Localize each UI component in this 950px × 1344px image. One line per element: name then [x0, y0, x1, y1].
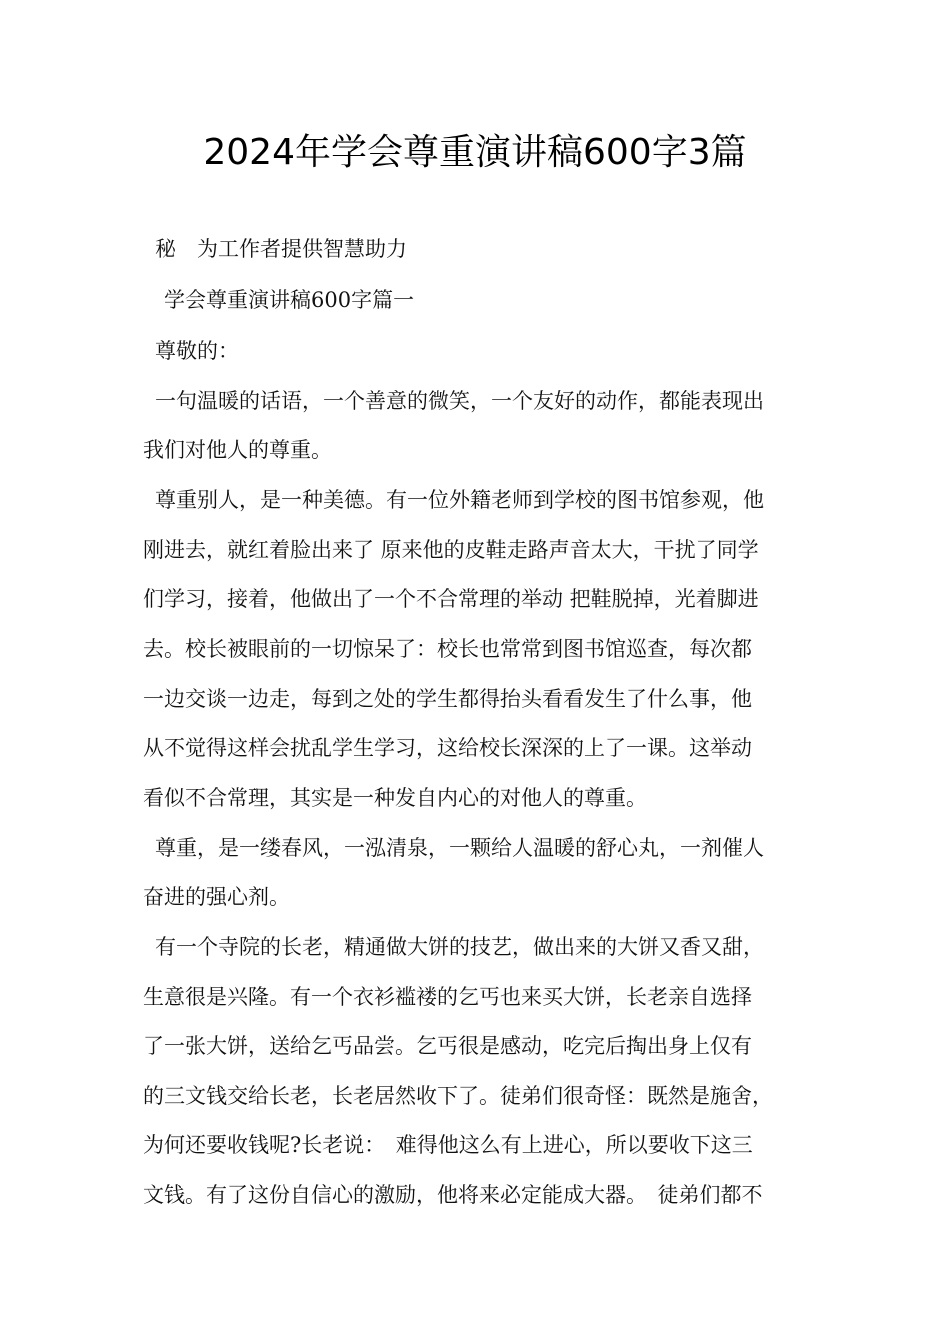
paragraph-line: 一边交谈一边走，每到之处的学生都得抬头看看发生了什么事，他	[143, 687, 752, 711]
paragraph-line: 尊重别人，是一种美德。有一位外籍老师到学校的图书馆参观，他	[155, 488, 764, 512]
paragraph-line: 们学习，接着，他做出了一个不合常理的举动 把鞋脱掉，光着脚进	[143, 587, 759, 611]
paragraph-line: 奋进的强心剂。	[143, 885, 290, 909]
paragraph-line: 文钱。有了这份自信心的激励，他将来必定能成大器。 徒弟们都不	[143, 1183, 763, 1207]
paragraph-line: 有一个寺院的长老，精通做大饼的技艺，做出来的大饼又香又甜，	[155, 935, 764, 959]
paragraph-line: 一句温暖的话语，一个善意的微笑，一个友好的动作，都能表现出	[155, 389, 764, 413]
paragraph-line: 去。校长被眼前的一切惊呆了：校长也常常到图书馆巡查，每次都	[143, 637, 752, 661]
section-heading: 学会尊重演讲稿600字篇一	[164, 288, 415, 312]
paragraph-line: 生意很是兴隆。有一个衣衫褴褛的乞丐也来买大饼，长老亲自选择	[143, 985, 752, 1009]
document-title: 2024年学会尊重演讲稿600字3篇	[203, 132, 747, 173]
paragraph-line: 了一张大饼，送给乞丐品尝。乞丐很是感动，吃完后掏出身上仅有	[143, 1034, 752, 1058]
header-tagline: 秘 为工作者提供智慧助力	[155, 237, 407, 261]
paragraph-line: 的三文钱交给长老，长老居然收下了。徒弟们很奇怪：既然是施舍，	[143, 1084, 773, 1108]
paragraph-line: 从不觉得这样会扰乱学生学习，这给校长深深的上了一课。这举动	[143, 736, 752, 760]
salutation: 尊敬的：	[155, 339, 239, 363]
paragraph-line: 刚进去，就红着脸出来了 原来他的皮鞋走路声音太大，干扰了同学	[143, 538, 759, 562]
paragraph-line: 为何还要收钱呢?长老说： 难得他这么有上进心，所以要收下这三	[143, 1133, 753, 1157]
paragraph-line: 尊重，是一缕春风，一泓清泉，一颗给人温暖的舒心丸，一剂催人	[155, 836, 764, 860]
paragraph-line: 我们对他人的尊重。	[143, 438, 332, 462]
paragraph-line: 看似不合常理，其实是一种发自内心的对他人的尊重。	[143, 786, 647, 810]
